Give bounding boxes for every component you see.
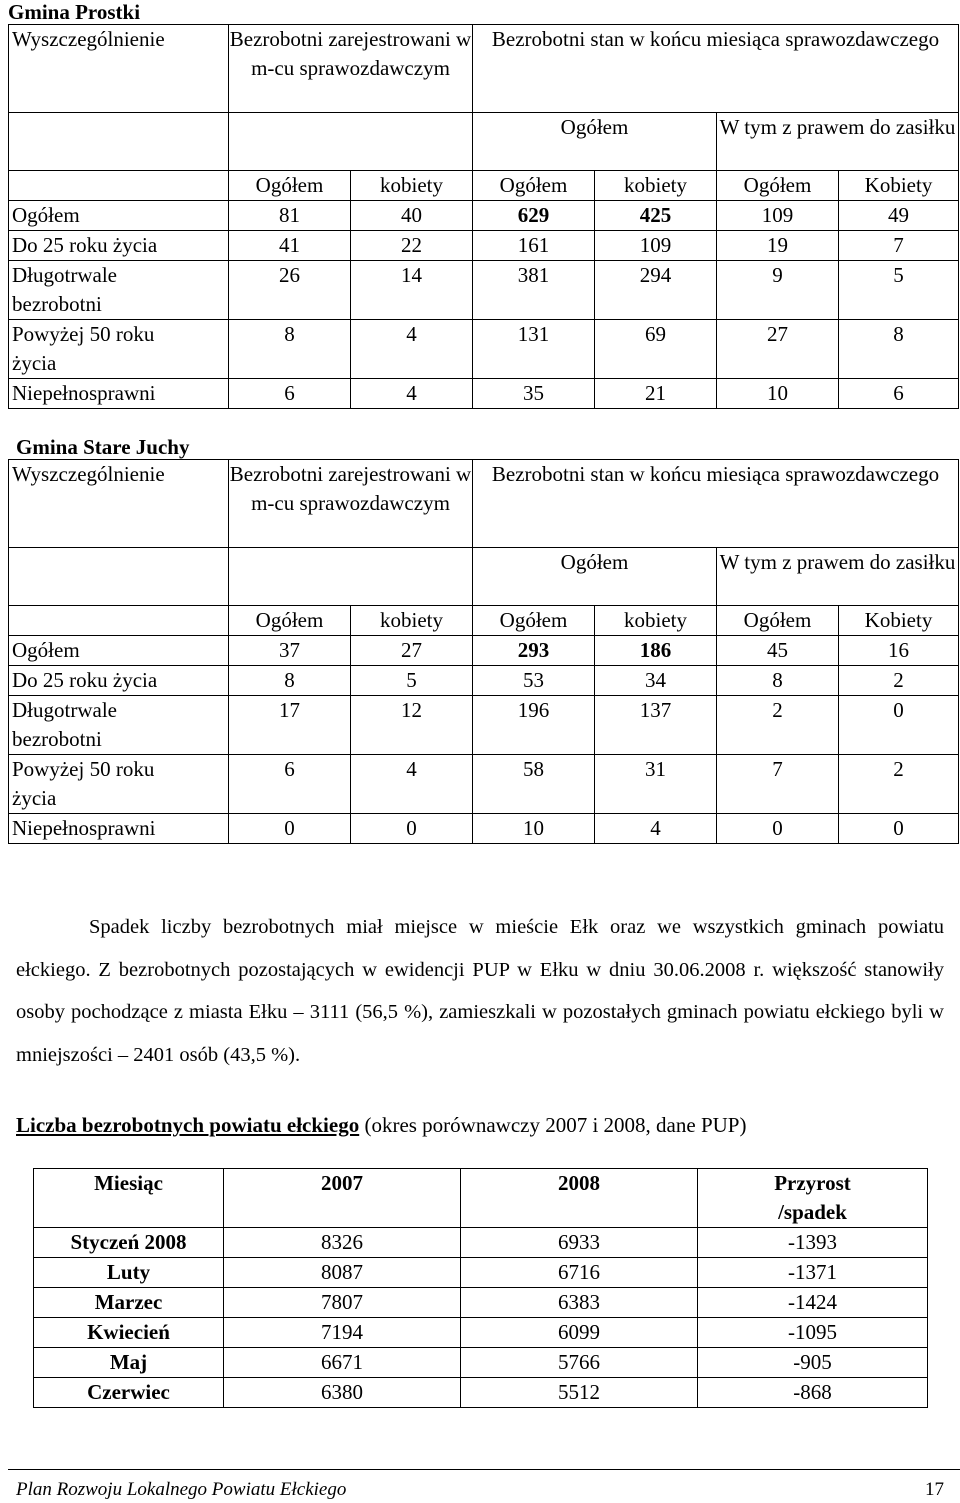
cell: 45 [717,636,839,666]
unemployment-table-stare-juchy [8,459,959,844]
cell: 58 [473,755,595,814]
row-label: Długotrwale bezrobotni [9,261,229,320]
month-cell: Styczeń 2008 [34,1228,224,1258]
cell: 12 [351,696,473,755]
table-row [9,696,959,755]
subheader: Ogółem [717,171,839,201]
cell: 53 [473,666,595,696]
cell: 6380 [224,1378,461,1408]
table-row [34,1288,928,1318]
cell: 27 [351,636,473,666]
table-row [34,1258,928,1288]
cell: 5 [839,261,959,320]
table-row [34,1378,928,1408]
cell: 34 [595,666,717,696]
cell: 8 [839,320,959,379]
cell: 6 [229,755,351,814]
table-row [9,666,959,696]
row-label: Powyżej 50 roku życia [9,755,229,814]
row-label: Do 25 roku życia [9,666,229,696]
cell: 7194 [224,1318,461,1348]
row-label: Ogółem [9,201,229,231]
cell: 6 [229,379,351,409]
cell: 10 [473,814,595,844]
column-header: Przyrost /spadek [698,1169,928,1228]
table-row [34,1318,928,1348]
cell: 2 [717,696,839,755]
subheader: Ogółem [717,606,839,636]
cell: 6716 [461,1258,698,1288]
cell: 5512 [461,1378,698,1408]
header-end-of-month: Bezrobotni stan w końcu miesiąca sprawozdawczego [473,460,959,548]
row-label: Do 25 roku życia [9,231,229,261]
header-description: Wyszczególnienie [9,460,229,548]
cell: 0 [839,814,959,844]
cell: 17 [229,696,351,755]
table-row [34,1228,928,1258]
subheader: kobiety [595,606,717,636]
cell: 10 [717,379,839,409]
month-cell: Maj [34,1348,224,1378]
cell: 19 [717,231,839,261]
cell: 9 [717,261,839,320]
table-row [9,261,959,320]
table-row [9,201,959,231]
table-row [9,231,959,261]
summary-title [16,1111,746,1139]
cell: 109 [717,201,839,231]
page-number: 17 [925,1479,944,1500]
cell: 4 [351,755,473,814]
cell: 109 [595,231,717,261]
cell: 0 [351,814,473,844]
table-row [34,1348,928,1378]
subheader: Kobiety [839,171,959,201]
table-row [9,636,959,666]
cell: 81 [229,201,351,231]
cell: -905 [698,1348,928,1378]
cell: -1424 [698,1288,928,1318]
cell: 5766 [461,1348,698,1378]
cell: 26 [229,261,351,320]
month-cell: Marzec [34,1288,224,1318]
cell: 7807 [224,1288,461,1318]
subheader: Kobiety [839,606,959,636]
header-benefit: W tym z prawem do zasiłku [717,548,959,606]
footer-divider [8,1469,960,1470]
cell: 6933 [461,1228,698,1258]
unemployment-table-prostki [8,24,959,409]
table-row [9,320,959,379]
cell: 0 [839,696,959,755]
cell: -1393 [698,1228,928,1258]
summary-title-rest: (okres porównawczy 2007 i 2008, dane PUP) [364,1113,747,1137]
cell: -1095 [698,1318,928,1348]
row-label: Ogółem [9,636,229,666]
section-heading: Gmina Stare Juchy [16,435,190,459]
column-header: 2008 [461,1169,698,1228]
cell: 5 [351,666,473,696]
summary-title-bold: Liczba bezrobotnych powiatu ełckiego [16,1113,360,1137]
cell: 381 [473,261,595,320]
cell: 161 [473,231,595,261]
header-total: Ogółem [473,548,717,606]
header-registered: Bezrobotni zarejestrowani w m-cu sprawozdawczym [229,460,473,548]
cell: 37 [229,636,351,666]
subheader: Ogółem [229,171,351,201]
cell: 425 [595,201,717,231]
cell: 8087 [224,1258,461,1288]
cell: 41 [229,231,351,261]
cell: 35 [473,379,595,409]
subheader: Ogółem [473,171,595,201]
cell: 69 [595,320,717,379]
cell: 4 [595,814,717,844]
subheader: kobiety [351,171,473,201]
cell: 2 [839,755,959,814]
cell: -1371 [698,1258,928,1288]
cell: 196 [473,696,595,755]
subheader: kobiety [351,606,473,636]
header-total: Ogółem [473,113,717,171]
cell: 294 [595,261,717,320]
header-end-of-month: Bezrobotni stan w końcu miesiąca sprawozdawczego [473,25,959,113]
cell: 8 [717,666,839,696]
cell: 4 [351,320,473,379]
cell: 186 [595,636,717,666]
cell: 7 [839,231,959,261]
footer-title: Plan Rozwoju Lokalnego Powiatu Ełckiego [16,1479,347,1500]
cell: 14 [351,261,473,320]
cell: 49 [839,201,959,231]
cell: 2 [839,666,959,696]
cell: 16 [839,636,959,666]
table-row [9,379,959,409]
cell: 21 [595,379,717,409]
row-label: Niepełnosprawni [9,814,229,844]
cell: 137 [595,696,717,755]
row-label: Długotrwale bezrobotni [9,696,229,755]
cell: 40 [351,201,473,231]
month-cell: Kwiecień [34,1318,224,1348]
cell: 4 [351,379,473,409]
cell: 6671 [224,1348,461,1378]
table-row [9,755,959,814]
row-label: Niepełnosprawni [9,379,229,409]
header-benefit: W tym z prawem do zasiłku [717,113,959,171]
cell: 0 [717,814,839,844]
column-header: Miesiąc [34,1169,224,1228]
cell: 8 [229,320,351,379]
cell: 6099 [461,1318,698,1348]
subheader: Ogółem [473,606,595,636]
body-paragraph: Spadek liczby bezrobotnych miał miejsce w mieście Ełk oraz we wszystkich gminach powiatu ełckiego. Z bezrobotnych pozostających w ewidencji PUP w Ełku w dniu 30.06.2008 r. większość stanowiły osoby pochodzące z miasta Ełku – 3111 (56,5 %), zamieszkali w pozostałych gminach powiatu ełckiego byli w mniejszości – 2401 osób (43,5 %). [16,916,944,1066]
column-header: 2007 [224,1169,461,1228]
cell: 7 [717,755,839,814]
cell: 6 [839,379,959,409]
cell: 0 [229,814,351,844]
subheader: Ogółem [229,606,351,636]
header-registered: Bezrobotni zarejestrowani w m-cu sprawozdawczym [229,25,473,113]
month-cell: Luty [34,1258,224,1288]
table-row [9,814,959,844]
cell: 629 [473,201,595,231]
cell: 293 [473,636,595,666]
row-label: Powyżej 50 roku życia [9,320,229,379]
subheader: kobiety [595,171,717,201]
cell: 22 [351,231,473,261]
cell: 27 [717,320,839,379]
summary-table [33,1168,928,1408]
cell: 8326 [224,1228,461,1258]
cell: 131 [473,320,595,379]
header-description: Wyszczególnienie [9,25,229,113]
section-heading: Gmina Prostki [8,0,141,24]
cell: -868 [698,1378,928,1408]
cell: 31 [595,755,717,814]
month-cell: Czerwiec [34,1378,224,1408]
cell: 8 [229,666,351,696]
cell: 6383 [461,1288,698,1318]
